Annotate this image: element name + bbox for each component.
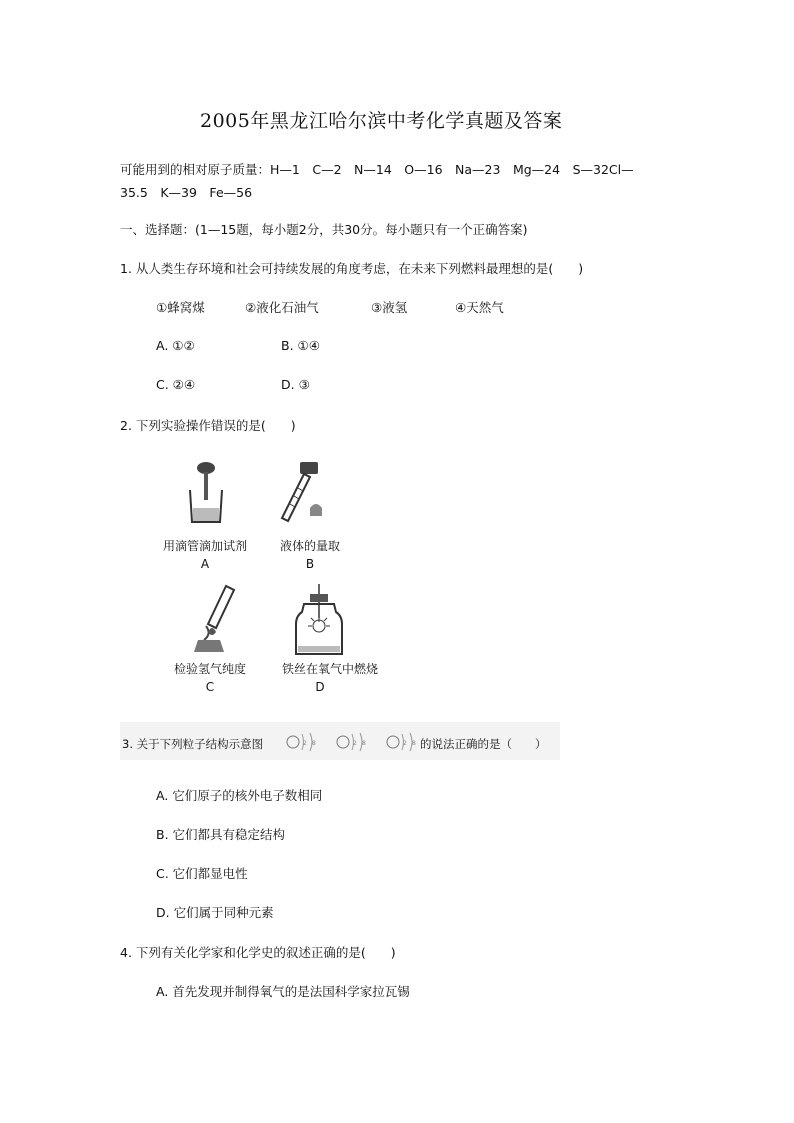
figure-b-letter: B [305, 557, 315, 571]
atomic-mass-line-1: 可能用到的相对原子质量：H—1 C—2 N—14 O—16 Na—23 Mg—24 S—32Cl— [120, 162, 634, 177]
svg-text:2: 2 [303, 740, 307, 747]
atomic-mass-line-2: 35.5 K—39 Fe—56 [120, 185, 253, 200]
svg-text:8: 8 [312, 740, 316, 747]
svg-text:2: 2 [403, 740, 407, 747]
svg-text:8: 8 [362, 740, 366, 747]
q1-item-1: ①蜂窝煤 [156, 300, 205, 315]
figure-b-caption: 液体的量取 [279, 539, 340, 553]
section-heading: 一、选择题：(1—15题，每小题2分，共30分。每小题只有一个正确答案) [120, 222, 528, 237]
q1-option-a: A. ①② [156, 338, 195, 353]
q1-item-4: ④天然气 [455, 300, 504, 315]
q1-stem: 1. 从人类生存环境和社会可持续发展的角度考虑，在未来下列燃料最理想的是( ) [120, 261, 584, 276]
q3-option-a: A. 它们原子的核外电子数相同 [156, 788, 323, 803]
q4-stem: 4. 下列有关化学家和化学史的叙述正确的是( ) [120, 945, 396, 960]
q3-option-c: C. 它们都显电性 [156, 866, 248, 881]
figure-c-caption: 检验氢气纯度 [173, 662, 246, 676]
q1-item-3: ③液氢 [371, 300, 408, 315]
dropper-figure [182, 460, 230, 526]
iron-wire-combustion-figure [290, 582, 348, 658]
document-title: 2005年黑龙江哈尔滨中考化学真题及答案 [200, 110, 563, 132]
graduated-cylinder-figure [270, 458, 334, 526]
figure-a-caption: 用滴管滴加试剂 [162, 539, 247, 553]
q3-option-b: B. 它们都具有稳定结构 [156, 827, 286, 842]
figure-a-letter: A [200, 557, 210, 571]
figure-c-letter: C [205, 680, 215, 694]
q1-option-d: D. ③ [281, 377, 310, 392]
particle-structure-diagram-2 [335, 729, 375, 755]
particle-structure-diagram-3 [385, 729, 425, 755]
q1-option-b: B. ①④ [281, 338, 320, 353]
svg-text:2: 2 [353, 740, 357, 747]
svg-text:8: 8 [412, 740, 416, 747]
hydrogen-purity-test-figure [190, 584, 242, 654]
q4-option-a: A. 首先发现并制得氧气的是法国科学家拉瓦锡 [156, 984, 410, 999]
figure-d-caption: 铁丝在氧气中燃烧 [281, 662, 378, 676]
particle-structure-diagram-1 [285, 729, 325, 755]
q2-stem: 2. 下列实验操作错误的是( ) [120, 418, 296, 433]
q3-option-d: D. 它们属于同种元素 [156, 905, 274, 920]
figure-d-letter: D [315, 680, 325, 694]
q3-stem-right: 的说法正确的是（ ） [420, 737, 547, 751]
q1-option-c: C. ②④ [156, 377, 196, 392]
q3-stem-left: 3. 关于下列粒子结构示意图 [122, 737, 264, 751]
q1-item-2: ②液化石油气 [245, 300, 319, 315]
